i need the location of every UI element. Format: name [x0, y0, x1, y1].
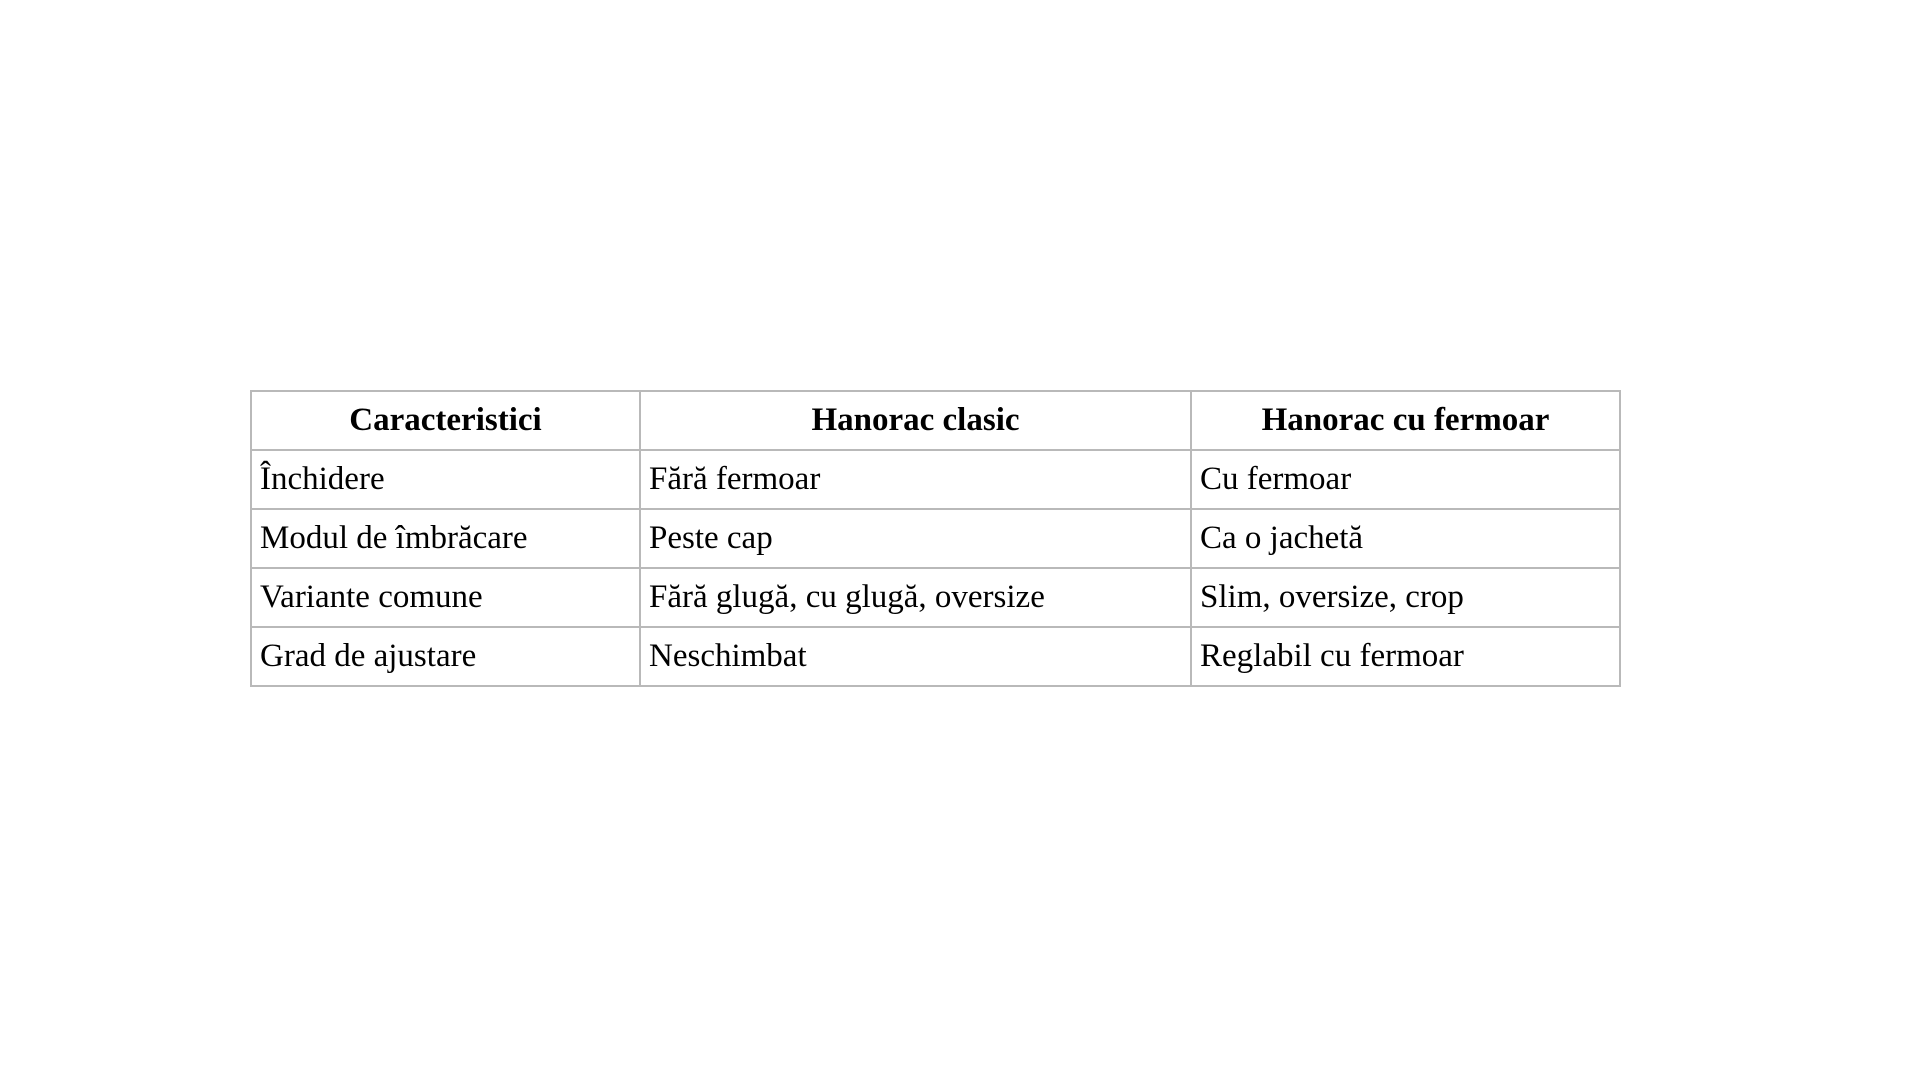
- column-header-hanorac-clasic: Hanorac clasic: [640, 391, 1191, 450]
- cell-hanorac-cu-fermoar: Ca o jachetă: [1191, 509, 1620, 568]
- cell-hanorac-cu-fermoar: Reglabil cu fermoar: [1191, 627, 1620, 686]
- cell-feature: Închidere: [251, 450, 640, 509]
- table-row: [251, 450, 1620, 509]
- cell-hanorac-clasic: Fără fermoar: [640, 450, 1191, 509]
- table-row: [251, 627, 1620, 686]
- table-row: [251, 509, 1620, 568]
- table-row: [251, 568, 1620, 627]
- cell-hanorac-cu-fermoar: Slim, oversize, crop: [1191, 568, 1620, 627]
- cell-feature: Variante comune: [251, 568, 640, 627]
- comparison-table: [250, 390, 1621, 687]
- column-header-hanorac-cu-fermoar: Hanorac cu fermoar: [1191, 391, 1620, 450]
- cell-hanorac-clasic: Fără glugă, cu glugă, oversize: [640, 568, 1191, 627]
- table-header-row: [251, 391, 1620, 450]
- column-header-caracteristici: Caracteristici: [251, 391, 640, 450]
- cell-hanorac-clasic: Neschimbat: [640, 627, 1191, 686]
- cell-hanorac-cu-fermoar: Cu fermoar: [1191, 450, 1620, 509]
- cell-feature: Modul de îmbrăcare: [251, 509, 640, 568]
- cell-feature: Grad de ajustare: [251, 627, 640, 686]
- cell-hanorac-clasic: Peste cap: [640, 509, 1191, 568]
